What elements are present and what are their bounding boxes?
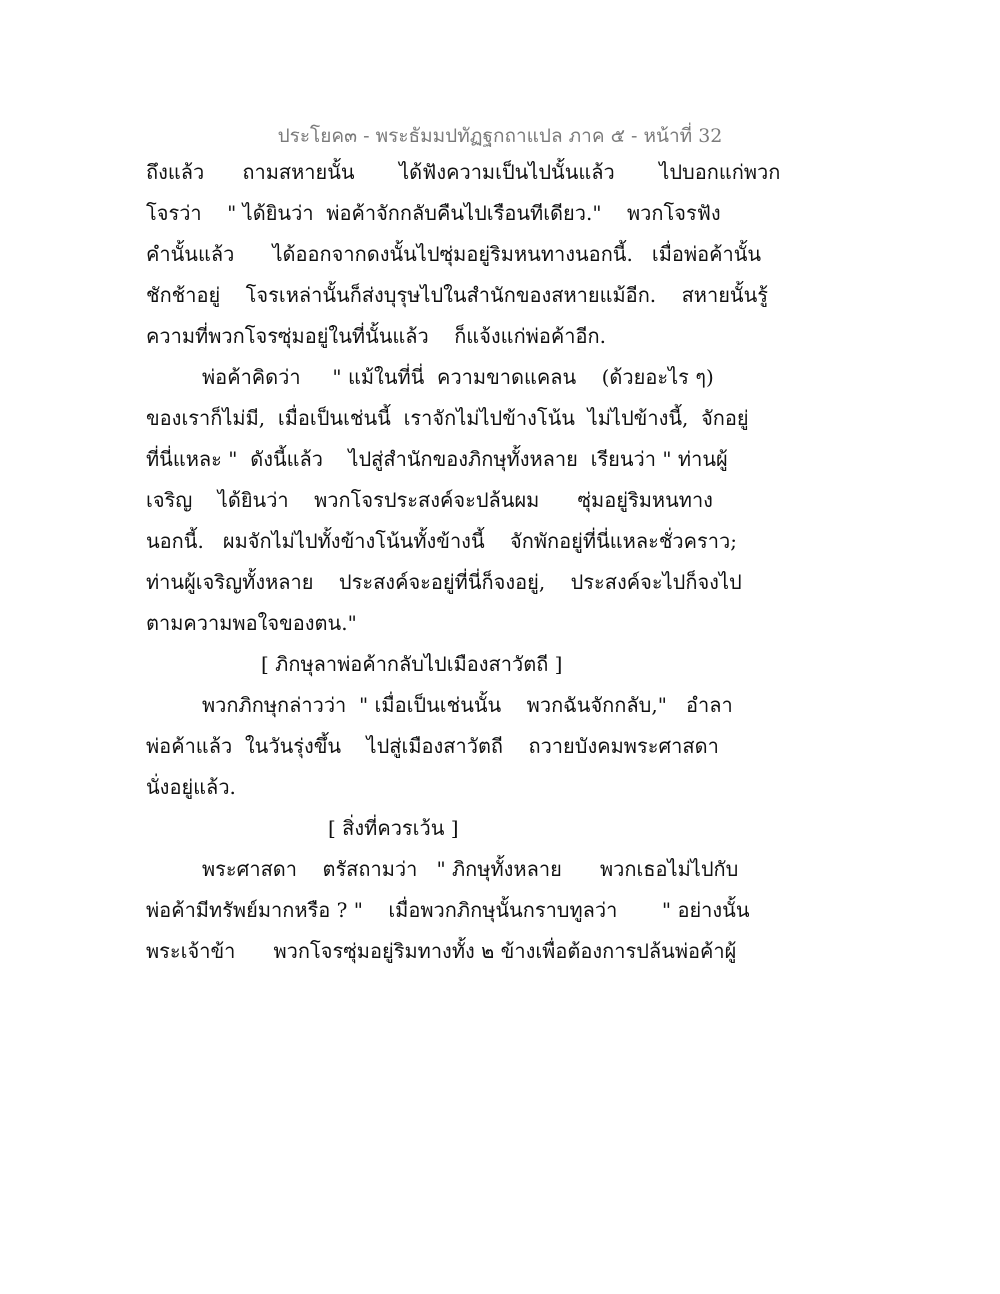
section-heading: [ สิ่งที่ควรเว้น ] (328, 816, 459, 840)
text-line: คำนั้นแล้ว ได้ออกจากดงนั้นไปซุ่มอยู่ริมหนทางนอกนี้. เมื่อพ่อค้านั้น (146, 242, 762, 266)
section-heading: [ ภิกษุลาพ่อค้ากลับไปเมืองสาวัตถี ] (261, 652, 563, 676)
text-line: ท่านผู้เจริญทั้งหลาย ประสงค์จะอยู่ที่นี่ก็จงอยู่, ประสงค์จะไปก็จงไป (146, 570, 742, 594)
running-header: ประโยค๓ - พระธัมมปทัฏฐกถาแปล ภาค ๕ - หน้าที่ 32 (277, 125, 723, 147)
text-line: ที่นี่แหละ " ดังนี้แล้ว ไปสู่สำนักของภิกษุทั้งหลาย เรียนว่า " ท่านผู้ (146, 447, 728, 471)
text-line: พ่อค้าแล้ว ในวันรุ่งขึ้น ไปสู่เมืองสาวัตถี ถวายบังคมพระศาสดา (146, 734, 719, 758)
text-line: ชักช้าอยู่ โจรเหล่านั้นก็ส่งบุรุษไปในสำนักของสหายแม้อีก. สหายนั้นรู้ (146, 283, 769, 307)
body-text (146, 152, 781, 972)
paragraph-start-line: พระศาสดา ตรัสถามว่า " ภิกษุทั้งหลาย พวกเธอไม่ไปกับ (202, 857, 739, 881)
paragraph-start-line: พวกภิกษุกล่าวว่า " เมื่อเป็นเช่นนั้น พวกฉันจักกลับ," อำลา (202, 693, 733, 717)
text-line: นั่งอยู่แล้ว. (146, 775, 236, 799)
text-line: ความที่พวกโจรซุ่มอยู่ในที่นั้นแล้ว ก็แจ้งแก่พ่อค้าอีก. (146, 324, 606, 348)
text-line: นอกนี้. ผมจักไม่ไปทั้งข้างโน้นทั้งข้างนี้ จักพักอยู่ที่นี่แหละชั่วคราว; (146, 529, 737, 553)
text-line: ตามความพอใจของตน." (146, 611, 357, 635)
text-line: พระเจ้าข้า พวกโจรซุ่มอยู่ริมทางทั้ง ๒ ข้างเพื่อต้องการปล้นพ่อค้าผู้ (146, 939, 737, 963)
text-line: พ่อค้ามีทรัพย์มากหรือ ? " เมื่อพวกภิกษุนั้นกราบทูลว่า " อย่างนั้น (146, 898, 750, 922)
paragraph-start-line: พ่อค้าคิดว่า " แม้ในที่นี่ ความขาดแคลน (ด้วยอะไร ๆ) (202, 365, 714, 389)
text-line: เจริญ ได้ยินว่า พวกโจรประสงค์จะปล้นผม ซุ่มอยู่ริมหนทาง (146, 488, 713, 512)
text-line: โจรว่า " ได้ยินว่า พ่อค้าจักกลับคืนไปเรือนทีเดียว." พวกโจรฟัง (146, 201, 721, 225)
text-line: ของเราก็ไม่มี, เมื่อเป็นเช่นนี้ เราจักไม่ไปข้างโน้น ไม่ไปข้างนี้, จักอยู่ (146, 406, 749, 430)
text-line: ถึงแล้ว ถามสหายนั้น ได้ฟังความเป็นไปนั้นแล้ว ไปบอกแก่พวก (146, 160, 781, 184)
